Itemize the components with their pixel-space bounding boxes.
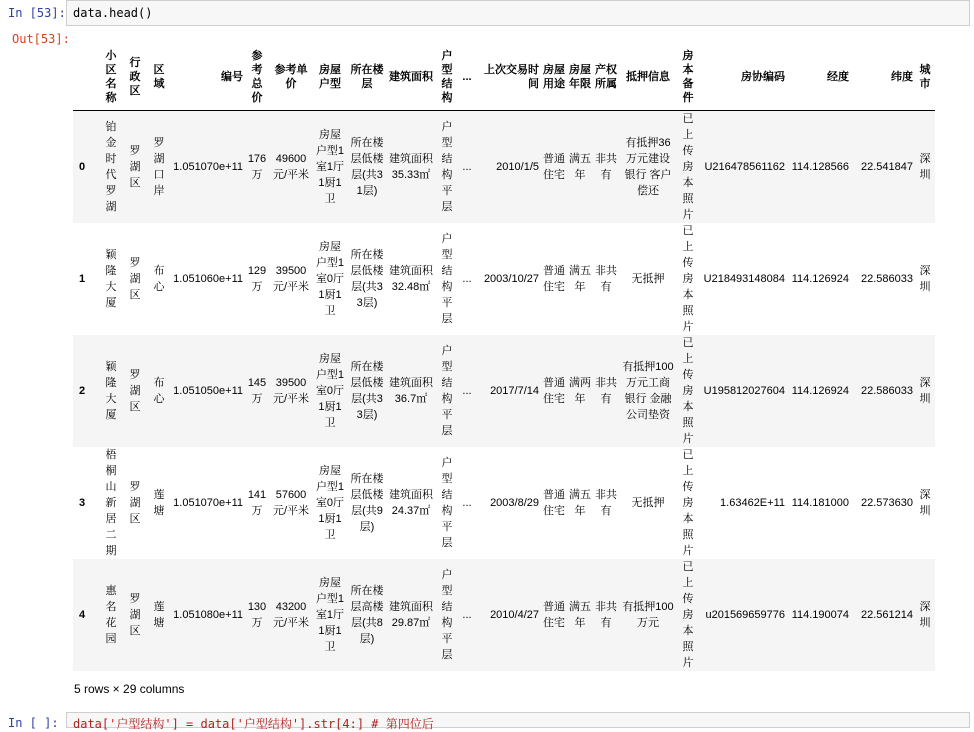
table-cell: 已上传房本照片 <box>677 559 699 671</box>
table-cell: 莲塘 <box>147 559 171 671</box>
column-header: 小区名称 <box>99 44 123 111</box>
table-cell: 已上传房本照片 <box>677 111 699 224</box>
table-cell: 已上传房本照片 <box>682 449 694 557</box>
column-header: 编号 <box>171 44 245 111</box>
table-cell: 房屋户型1室1厅1厨1卫 <box>313 559 347 671</box>
table-cell: 普通住宅 <box>541 335 567 447</box>
table-cell: U218493148084 <box>703 273 785 285</box>
column-header: 产权所属 <box>593 44 619 111</box>
table-cell: 有抵押36万元建设银行 客户偿还 <box>619 111 677 224</box>
table-cell: 176万 <box>245 111 269 224</box>
table-cell: ... <box>459 335 475 447</box>
column-header: 行政区 <box>123 44 147 111</box>
output-prompt: Out[53]: <box>12 32 70 46</box>
table-cell: U216478561162 <box>699 111 787 224</box>
table-cell: 22.586033 <box>851 335 915 447</box>
table-cell: 深圳 <box>919 489 931 517</box>
table-cell: 所在楼层低楼层(共31层) <box>347 111 387 224</box>
table-row <box>73 447 935 559</box>
table-cell: 1.051060e+11 <box>173 273 243 285</box>
input-prompt: In [53]: <box>8 6 66 20</box>
table-cell: 满五年 <box>567 559 593 671</box>
column-header: 参考总价 <box>245 44 269 111</box>
column-header: 户型结构 <box>435 44 459 111</box>
table-cell: 非共有 <box>593 335 619 447</box>
table-cell: 2010/4/27 <box>475 559 541 671</box>
next-code-text[interactable]: data['户型结构'] = data['户型结构'].str[4:] # 第四位后 <box>73 717 434 731</box>
table-cell: 罗湖口岸 <box>147 111 171 224</box>
row-index: 0 <box>73 111 99 224</box>
table-cell: 建筑面积32.48㎡ <box>389 265 433 293</box>
table-cell: 深圳 <box>915 111 935 224</box>
table-cell: 114.128566 <box>787 111 851 224</box>
code-text[interactable]: data.head() <box>73 6 153 20</box>
table-cell: 1.051080e+11 <box>171 559 245 671</box>
column-header: 房屋户型 <box>313 44 347 111</box>
table-cell: 罗湖区 <box>129 257 141 301</box>
table-cell: 房屋户型1室0厅1厨1卫 <box>315 465 345 541</box>
table-cell: 颖隆大厦 <box>105 249 117 309</box>
table-cell: 2003/8/29 <box>490 497 539 509</box>
header-row <box>73 44 935 111</box>
table-cell: 所在楼层高楼层(共8层) <box>347 559 387 671</box>
table-cell: 罗湖区 <box>123 111 147 224</box>
table-cell: 所在楼层低楼层(共33层) <box>350 249 384 309</box>
table-cell: 房屋户型1室1厅1厨1卫 <box>313 111 347 224</box>
table-cell: 罗湖区 <box>123 335 147 447</box>
table-cell: 有抵押100万元工商银行 金融公司垫资 <box>619 335 677 447</box>
table-cell: 惠名花园 <box>99 559 123 671</box>
table-cell: 满五年 <box>569 489 591 517</box>
column-header: 抵押信息 <box>619 44 677 111</box>
table-cell: 1.051050e+11 <box>171 335 245 447</box>
column-header: 建筑面积 <box>387 44 435 111</box>
table-cell: 莲塘 <box>153 489 165 517</box>
table-cell: 建筑面积29.87㎡ <box>387 559 435 671</box>
column-header: 所在楼层 <box>347 44 387 111</box>
column-header: 城市 <box>915 44 935 111</box>
row-index: 2 <box>73 335 99 447</box>
table-cell: 非共有 <box>593 559 619 671</box>
table-cell: 建筑面积24.37㎡ <box>389 489 433 517</box>
table-cell: 满五年 <box>567 111 593 224</box>
table-cell: 22.541847 <box>851 111 915 224</box>
index-header <box>73 44 99 111</box>
table-cell: 梧桐山新居二期 <box>105 449 117 557</box>
table-cell: 145万 <box>245 335 269 447</box>
table-cell: ... <box>462 497 472 509</box>
table-cell: 已上传房本照片 <box>682 225 694 333</box>
next-code-cell[interactable] <box>66 712 970 731</box>
table-cell: 罗湖区 <box>123 559 147 671</box>
table-cell: 141万 <box>247 489 267 517</box>
table-cell: 满两年 <box>567 335 593 447</box>
table-cell: 49600元/平米 <box>269 111 313 224</box>
table-cell: 22.573630 <box>861 497 913 509</box>
table-cell: 114.190074 <box>787 559 851 671</box>
table-cell: 铂金时代罗湖 <box>99 111 123 224</box>
table-cell: 颖隆大厦 <box>99 335 123 447</box>
table-cell: 22.561214 <box>851 559 915 671</box>
table-cell: 建筑面积36.7㎡ <box>387 335 435 447</box>
column-header: 房屋用途 <box>541 44 567 111</box>
table-row <box>73 111 935 224</box>
table-cell: 户型结构平层 <box>435 559 459 671</box>
column-header: 房本备件 <box>677 44 699 111</box>
table-cell: 罗湖区 <box>129 481 141 525</box>
column-header: 区域 <box>147 44 171 111</box>
table-cell: 布心 <box>153 265 165 293</box>
table-row <box>73 559 935 671</box>
table-cell: ... <box>459 559 475 671</box>
table-cell: 户型结构平层 <box>435 111 459 224</box>
table-cell: 房屋户型1室0厅1厨1卫 <box>313 335 347 447</box>
table-row <box>73 335 935 447</box>
code-cell[interactable] <box>66 0 970 26</box>
table-cell: 已上传房本照片 <box>677 335 699 447</box>
table-cell: 非共有 <box>595 265 617 293</box>
dataframe-summary: 5 rows × 29 columns <box>74 682 185 696</box>
table-cell: 2003/10/27 <box>483 273 539 285</box>
table-cell: 无抵押 <box>631 497 665 509</box>
table-cell: 1.63462E+11 <box>720 497 785 509</box>
table-cell: 43200元/平米 <box>269 559 313 671</box>
table-cell: 1.051070e+11 <box>173 497 243 509</box>
next-input-prompt: In [ ]: <box>8 716 59 730</box>
table-cell: 114.126924 <box>787 335 851 447</box>
table-cell: 非共有 <box>593 111 619 224</box>
column-header: 房协编码 <box>699 44 787 111</box>
table-cell: 无抵押 <box>631 273 665 285</box>
table-cell: 1.051070e+11 <box>171 111 245 224</box>
table-cell: 130万 <box>245 559 269 671</box>
table-cell: 深圳 <box>915 335 935 447</box>
column-header: ... <box>459 44 475 111</box>
table-cell: 114.126924 <box>791 273 849 285</box>
table-cell: 非共有 <box>595 489 617 517</box>
table-cell: 深圳 <box>915 559 935 671</box>
table-row <box>73 223 935 335</box>
column-header: 经度 <box>787 44 851 111</box>
column-header: 上次交易时间 <box>475 44 541 111</box>
table-cell: 2017/7/14 <box>475 335 541 447</box>
table-cell: 129万 <box>247 265 267 293</box>
table-cell: 户型结构平层 <box>441 233 453 325</box>
table-cell: 户型结构平层 <box>441 457 453 549</box>
table-cell: u201569659776 <box>699 559 787 671</box>
table-cell: 深圳 <box>919 265 931 293</box>
table-cell: 普通住宅 <box>543 489 565 517</box>
table-cell: 2010/1/5 <box>475 111 541 224</box>
table-cell: 有抵押100万元 <box>619 559 677 671</box>
table-cell: 所在楼层低楼层(共9层) <box>350 473 384 533</box>
table-cell: 所在楼层低楼层(共33层) <box>347 335 387 447</box>
table-cell: ... <box>462 273 472 285</box>
table-cell: 39500元/平米 <box>272 265 310 293</box>
table-cell: 普通住宅 <box>543 265 565 293</box>
table-cell: 房屋户型1室0厅1厨1卫 <box>315 241 345 317</box>
dataframe-table <box>73 44 935 671</box>
table-cell: ... <box>459 111 475 224</box>
table-cell: U195812027604 <box>699 335 787 447</box>
column-header: 房屋年限 <box>567 44 593 111</box>
table-cell: 普通住宅 <box>541 559 567 671</box>
table-cell: 114.181000 <box>791 497 849 509</box>
column-header: 参考单价 <box>269 44 313 111</box>
table-cell: 布心 <box>147 335 171 447</box>
table-cell: 22.586033 <box>861 273 913 285</box>
row-index: 3 <box>79 497 86 509</box>
row-index: 1 <box>79 273 86 285</box>
table-cell: 普通住宅 <box>541 111 567 224</box>
table-cell: 57600元/平米 <box>272 489 310 517</box>
table-cell: 户型结构平层 <box>435 335 459 447</box>
row-index: 4 <box>73 559 99 671</box>
column-header: 纬度 <box>851 44 915 111</box>
table-cell: 39500元/平米 <box>269 335 313 447</box>
table-cell: 建筑面积35.33㎡ <box>387 111 435 224</box>
table-cell: 满五年 <box>569 265 591 293</box>
